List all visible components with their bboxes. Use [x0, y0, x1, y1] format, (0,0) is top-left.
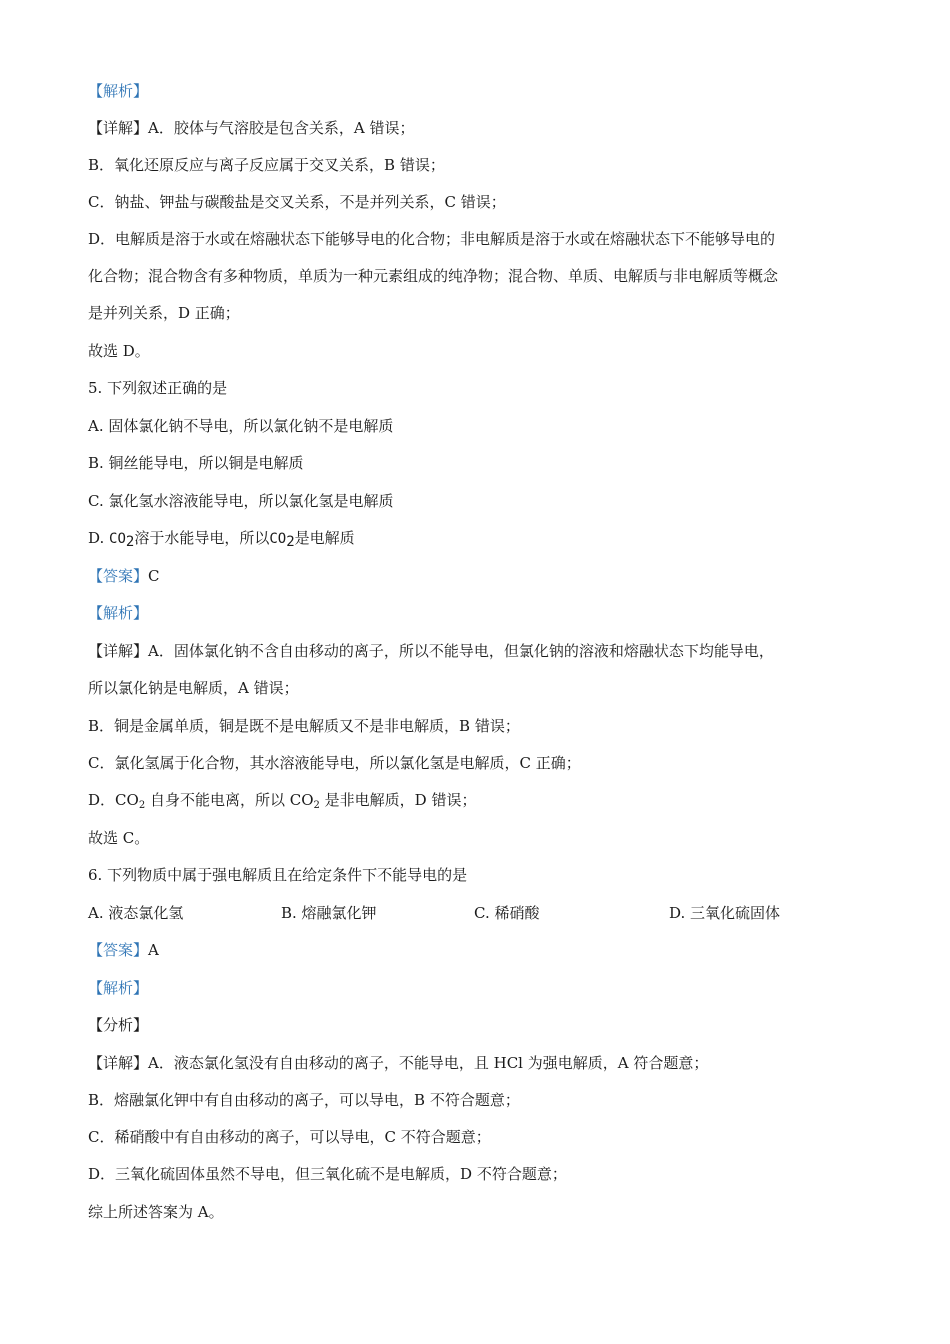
- detail-text: A．固体氯化钠不含自由移动的离子，所以不能导电，但氯化钠的溶液和熔融状态下均能导电，: [148, 642, 774, 660]
- detail-line-b: B．熔融氯化钾中有自由移动的离子，可以导电，B 不符合题意；: [88, 1091, 520, 1109]
- question-stem: 6. 下列物质中属于强电解质且在给定条件下不能导电的是: [88, 866, 468, 884]
- detail-line-d: [88, 789, 476, 811]
- analysis-tag: 【解析】: [88, 979, 149, 997]
- analysis-tag: 【解析】: [88, 82, 149, 100]
- conclusion: 故选 C。: [88, 829, 150, 847]
- detail-line-d: D．三氧化硫固体虽然不导电，但三氧化硫不是电解质，D 不符合题意；: [88, 1165, 567, 1183]
- formula-subscript: 2: [313, 800, 320, 811]
- detail-d-mid: 自身不能电离，所以 CO: [145, 791, 314, 809]
- detail-line-d1: D．电解质是溶于水或在熔融状态下能够导电的化合物；非电解质是溶于水或在熔融状态下不能够导电的: [88, 230, 776, 248]
- detail-tag: 【详解】: [88, 1054, 149, 1072]
- conclusion: 综上所述答案为 A。: [88, 1203, 224, 1221]
- answer-tag: 【答案】: [88, 941, 149, 959]
- option-a: A. 液态氯化氢: [88, 904, 184, 922]
- answer-value: A: [148, 941, 159, 959]
- detail-text: A．胶体与气溶胶是包含关系，A 错误；: [148, 119, 415, 137]
- detail-line-d2: 化合物；混合物含有多种物质，单质为一种元素组成的纯净物；混合物、单质、电解质与非电解质等概念: [88, 267, 779, 285]
- formula-subscript: 2: [125, 534, 135, 550]
- answer-tag: 【答案】: [88, 567, 149, 585]
- option-d: D. 三氧化硫固体: [669, 904, 781, 922]
- option-b: B. 熔融氯化钾: [281, 904, 377, 922]
- detail-line-d3: 是并列关系，D 正确；: [88, 304, 240, 322]
- option-d-suffix: 是电解质: [294, 529, 355, 547]
- detail-line-b: B．氧化还原反应与离子反应属于交叉关系，B 错误；: [88, 156, 445, 174]
- answer-line: [88, 565, 160, 587]
- detail-line: [88, 1052, 708, 1074]
- detail-line-c: C．氯化氢属于化合物，其水溶液能导电，所以氯化氢是电解质，C 正确；: [88, 754, 581, 772]
- detail-text: A．液态氯化氢没有自由移动的离子，不能导电，且 HCl 为强电解质，A 符合题意；: [148, 1054, 709, 1072]
- option-d-prefix: D.: [88, 529, 110, 547]
- detail-line-b: B．铜是金属单质，铜是既不是电解质又不是非电解质，B 错误；: [88, 717, 520, 735]
- conclusion: 故选 D。: [88, 342, 150, 360]
- option-c: C. 氯化氢水溶液能导电，所以氯化氢是电解质: [88, 492, 394, 510]
- detail-d-prefix: D．CO: [88, 791, 139, 809]
- detail-line: [88, 640, 774, 662]
- answer-line: [88, 939, 159, 961]
- answer-value: C: [148, 567, 160, 585]
- detail-line-c: C．稀硝酸中有自由移动的离子，可以导电，C 不符合题意；: [88, 1128, 491, 1146]
- detail-tag: 【详解】: [88, 119, 149, 137]
- option-a: A. 固体氯化钠不导电，所以氯化钠不是电解质: [88, 417, 394, 435]
- formula-subscript: 2: [286, 534, 295, 550]
- option-d: [88, 527, 355, 550]
- option-b: B. 铜丝能导电，所以铜是电解质: [88, 454, 304, 472]
- detail-line-a2: 所以氯化钠是电解质，A 错误；: [88, 679, 299, 697]
- analysis-tag: 【解析】: [88, 604, 149, 622]
- detail-d-suffix: 是非电解质，D 错误；: [319, 791, 477, 809]
- option-d-mid: 溶于水能导电，所以: [134, 529, 270, 547]
- question-stem: 5. 下列叙述正确的是: [88, 379, 228, 397]
- formula-co2: CO: [269, 531, 287, 547]
- detail-tag: 【详解】: [88, 642, 149, 660]
- formula-co2: CO: [109, 531, 126, 547]
- analysis-subtag: 【分析】: [88, 1016, 149, 1034]
- option-c: C. 稀硝酸: [474, 904, 540, 922]
- detail-line-c: C．钠盐、钾盐与碳酸盐是交叉关系，不是并列关系，C 错误；: [88, 193, 506, 211]
- detail-line: [88, 117, 414, 139]
- formula-subscript: 2: [138, 800, 146, 811]
